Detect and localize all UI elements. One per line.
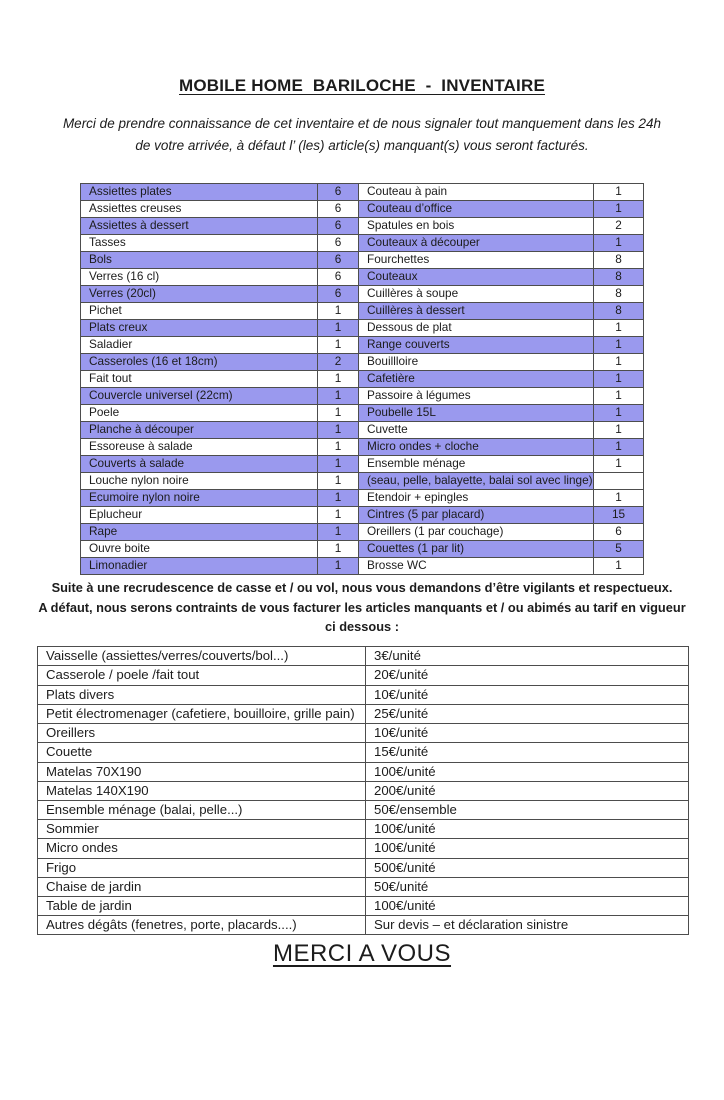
tariff-row	[38, 666, 689, 685]
tariff-price-cell: 200€/unité	[366, 781, 689, 800]
tariff-row	[38, 685, 689, 704]
tariff-item-cell: Table de jardin	[38, 897, 366, 916]
qty-cell: 8	[594, 251, 644, 268]
qty-cell: 1	[318, 506, 359, 523]
item-cell: Verres (16 cl)	[81, 268, 318, 285]
tariff-price-cell: 100€/unité	[366, 897, 689, 916]
item-cell: Bols	[81, 251, 318, 268]
item-cell: Bouillloire	[359, 353, 594, 370]
qty-cell: 15	[594, 506, 644, 523]
qty-cell: 1	[594, 455, 644, 472]
item-cell: Fourchettes	[359, 251, 594, 268]
tariff-item-cell: Chaise de jardin	[38, 877, 366, 896]
item-cell: Limonadier	[81, 557, 318, 574]
item-cell: Essoreuse à salade	[81, 438, 318, 455]
qty-cell: 1	[318, 489, 359, 506]
inventory-table	[80, 183, 644, 575]
qty-cell: 8	[594, 285, 644, 302]
inventory-row	[81, 336, 644, 353]
tariff-price-cell: 100€/unité	[366, 820, 689, 839]
qty-cell: 1	[318, 370, 359, 387]
item-cell: Assiettes à dessert	[81, 217, 318, 234]
inventory-table-body	[81, 183, 644, 574]
inventory-row	[81, 302, 644, 319]
item-cell: (seau, pelle, balayette, balai sol avec linge)	[359, 472, 594, 489]
item-cell: Rape	[81, 523, 318, 540]
item-cell: Cuillères à dessert	[359, 302, 594, 319]
qty-cell: 1	[594, 234, 644, 251]
qty-cell: 1	[594, 438, 644, 455]
item-cell: Ouvre boite	[81, 540, 318, 557]
item-cell: Cafetière	[359, 370, 594, 387]
item-cell: Brosse WC	[359, 557, 594, 574]
item-cell: Spatules en bois	[359, 217, 594, 234]
item-cell: Plats creux	[81, 319, 318, 336]
qty-cell: 1	[318, 438, 359, 455]
item-cell: Couverts à salade	[81, 455, 318, 472]
qty-cell: 1	[594, 421, 644, 438]
notice-line-1: Suite à une recrudescence de casse et / ou vol, nous vous demandons d’être vigilants et respectueux.	[51, 579, 673, 595]
qty-cell: 1	[318, 472, 359, 489]
item-cell: Couettes (1 par lit)	[359, 540, 594, 557]
qty-cell: 6	[318, 200, 359, 217]
tariff-item-cell: Sommier	[38, 820, 366, 839]
tariff-row	[38, 743, 689, 762]
footer-thanks: MERCI A VOUS	[272, 940, 452, 968]
qty-cell: 1	[318, 336, 359, 353]
tariff-row	[38, 800, 689, 819]
qty-cell: 1	[594, 183, 644, 200]
item-cell: Dessous de plat	[359, 319, 594, 336]
qty-cell: 1	[594, 489, 644, 506]
qty-cell: 1	[318, 523, 359, 540]
item-cell: Pichet	[81, 302, 318, 319]
tariff-item-cell: Ensemble ménage (balai, pelle...)	[38, 800, 366, 819]
qty-cell: 1	[594, 370, 644, 387]
page-title: MOBILE HOME BARILOCHE - INVENTAIRE	[179, 76, 545, 95]
tariff-item-cell: Micro ondes	[38, 839, 366, 858]
item-cell: Poubelle 15L	[359, 404, 594, 421]
tariff-item-cell: Plats divers	[38, 685, 366, 704]
inventory-row	[81, 421, 644, 438]
item-cell: Poele	[81, 404, 318, 421]
tariff-row	[38, 916, 689, 935]
tariff-table	[37, 646, 689, 935]
tariff-row	[38, 762, 689, 781]
tariff-price-cell: 3€/unité	[366, 647, 689, 666]
tariff-item-cell: Matelas 140X190	[38, 781, 366, 800]
inventory-row	[81, 353, 644, 370]
qty-cell: 2	[318, 353, 359, 370]
qty-cell: 1	[318, 540, 359, 557]
qty-cell: 6	[594, 523, 644, 540]
tariff-row	[38, 704, 689, 723]
inventory-row	[81, 183, 644, 200]
tariff-price-cell: 15€/unité	[366, 743, 689, 762]
tariff-price-cell: 100€/unité	[366, 762, 689, 781]
tariff-row	[38, 820, 689, 839]
qty-cell: 1	[594, 557, 644, 574]
qty-cell: 6	[318, 268, 359, 285]
item-cell: Ecumoire nylon noire	[81, 489, 318, 506]
inventory-row	[81, 489, 644, 506]
qty-cell: 1	[594, 319, 644, 336]
qty-cell: 6	[318, 251, 359, 268]
qty-cell: 6	[318, 183, 359, 200]
inventory-row	[81, 319, 644, 336]
inventory-row	[81, 200, 644, 217]
tariff-price-cell: 10€/unité	[366, 685, 689, 704]
item-cell: Louche nylon noire	[81, 472, 318, 489]
qty-cell: 1	[318, 302, 359, 319]
inventory-row	[81, 455, 644, 472]
tariff-row	[38, 897, 689, 916]
tariff-row	[38, 858, 689, 877]
item-cell: Oreillers (1 par couchage)	[359, 523, 594, 540]
inventory-row	[81, 523, 644, 540]
item-cell: Cintres (5 par placard)	[359, 506, 594, 523]
qty-cell: 1	[318, 557, 359, 574]
tariff-item-cell: Couette	[38, 743, 366, 762]
tariff-price-cell: 20€/unité	[366, 666, 689, 685]
qty-cell: 1	[318, 387, 359, 404]
inventory-row	[81, 506, 644, 523]
tariff-item-cell: Vaisselle (assiettes/verres/couverts/bol...)	[38, 647, 366, 666]
item-cell: Tasses	[81, 234, 318, 251]
item-cell: Casseroles (16 et 18cm)	[81, 353, 318, 370]
tariff-price-cell: 100€/unité	[366, 839, 689, 858]
item-cell: Couteau à pain	[359, 183, 594, 200]
qty-cell: 1	[318, 319, 359, 336]
inventory-row	[81, 370, 644, 387]
tariff-item-cell: Oreillers	[38, 724, 366, 743]
qty-cell: 6	[318, 217, 359, 234]
inventory-row	[81, 404, 644, 421]
item-cell: Range couverts	[359, 336, 594, 353]
tariff-item-cell: Casserole / poele /fait tout	[38, 666, 366, 685]
item-cell: Assiettes creuses	[81, 200, 318, 217]
tariff-price-cell: 50€/ensemble	[366, 800, 689, 819]
tariff-row	[38, 877, 689, 896]
inventory-row	[81, 387, 644, 404]
item-cell: Couvercle universel (22cm)	[81, 387, 318, 404]
qty-cell: 1	[594, 387, 644, 404]
inventory-row	[81, 438, 644, 455]
intro-paragraph: Merci de prendre connaissance de cet inventaire et de nous signaler tout manquement dans les 24h de votre arrivée, à défaut l’ (les) article(s) manquant(s) vous seront facturés.	[62, 116, 665, 153]
item-cell: Saladier	[81, 336, 318, 353]
qty-cell: 1	[318, 404, 359, 421]
item-cell: Etendoir + epingles	[359, 489, 594, 506]
tariff-item-cell: Matelas 70X190	[38, 762, 366, 781]
tariff-row	[38, 647, 689, 666]
inventory-row	[81, 234, 644, 251]
qty-cell: 6	[318, 285, 359, 302]
item-cell: Couteau d’office	[359, 200, 594, 217]
qty-cell: 1	[594, 353, 644, 370]
item-cell: Passoire à légumes	[359, 387, 594, 404]
notice-line-2: A défaut, nous serons contraints de vous facturer les articles manquants et / ou abimés au tarif en vigueur ci dessous :	[38, 599, 686, 635]
qty-cell: 6	[318, 234, 359, 251]
item-cell: Ensemble ménage	[359, 455, 594, 472]
item-cell: Cuvette	[359, 421, 594, 438]
qty-cell: 2	[594, 217, 644, 234]
tariff-item-cell: Autres dégâts (fenetres, porte, placards....)	[38, 916, 366, 935]
item-cell: Fait tout	[81, 370, 318, 387]
tariff-price-cell: 500€/unité	[366, 858, 689, 877]
tariff-row	[38, 781, 689, 800]
qty-cell	[594, 472, 644, 489]
tariff-price-cell: Sur devis – et déclaration sinistre	[366, 916, 689, 935]
item-cell: Assiettes plates	[81, 183, 318, 200]
tariff-row	[38, 724, 689, 743]
item-cell: Eplucheur	[81, 506, 318, 523]
item-cell: Verres (20cl)	[81, 285, 318, 302]
tariff-price-cell: 10€/unité	[366, 724, 689, 743]
item-cell: Couteaux	[359, 268, 594, 285]
tariff-table-body	[38, 647, 689, 935]
tariff-item-cell: Frigo	[38, 858, 366, 877]
tariff-item-cell: Petit électromenager (cafetiere, bouilloire, grille pain)	[38, 704, 366, 723]
inventory-row	[81, 268, 644, 285]
item-cell: Planche à découper	[81, 421, 318, 438]
qty-cell: 5	[594, 540, 644, 557]
notice-paragraph	[0, 578, 724, 637]
tariff-price-cell: 50€/unité	[366, 877, 689, 896]
inventory-row	[81, 217, 644, 234]
inventory-row	[81, 472, 644, 489]
inventory-row	[81, 557, 644, 574]
qty-cell: 1	[318, 421, 359, 438]
qty-cell: 1	[594, 200, 644, 217]
tariff-price-cell: 25€/unité	[366, 704, 689, 723]
item-cell: Cuillères à soupe	[359, 285, 594, 302]
item-cell: Couteaux à découper	[359, 234, 594, 251]
tariff-row	[38, 839, 689, 858]
qty-cell: 1	[594, 336, 644, 353]
inventory-row	[81, 251, 644, 268]
qty-cell: 8	[594, 268, 644, 285]
inventory-row	[81, 540, 644, 557]
item-cell: Micro ondes + cloche	[359, 438, 594, 455]
qty-cell: 8	[594, 302, 644, 319]
qty-cell: 1	[594, 404, 644, 421]
inventory-row	[81, 285, 644, 302]
qty-cell: 1	[318, 455, 359, 472]
